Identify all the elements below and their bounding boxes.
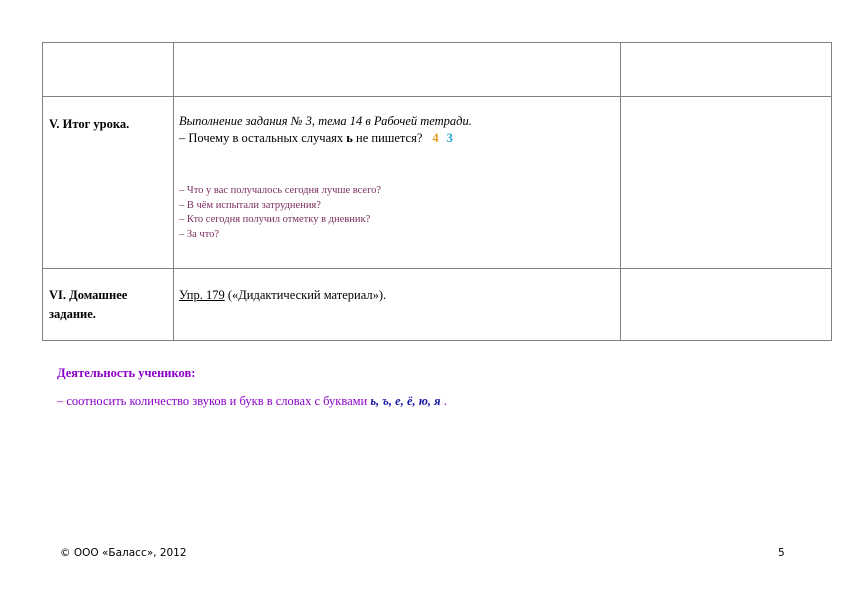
table-cell-stage <box>43 97 174 269</box>
table-cell-content <box>174 43 621 97</box>
activity-description: – соотносить количество звуков и букв в словах с буквами <box>57 394 371 408</box>
question-item: – В чём испытали затруднения? <box>179 199 321 211</box>
table-cell-notes <box>621 97 832 269</box>
question-item: – Кто сегодня получил отметку в дневник? <box>179 214 371 225</box>
task-instruction: Выполнение задания № 3, тема 14 в Рабочей тетради. <box>179 114 472 128</box>
table-cell-notes <box>621 43 832 97</box>
table-row <box>43 43 832 97</box>
stage-title: V. Итог урока. <box>49 117 130 131</box>
page-number: 5 <box>778 547 785 559</box>
mark-3: 3 <box>446 131 453 145</box>
question-letter: ь <box>346 131 353 145</box>
question-suffix: не пишется? <box>352 131 423 145</box>
reflection-questions <box>174 184 620 242</box>
homework-link[interactable]: Упр. 179 <box>179 288 225 302</box>
task-question <box>179 130 620 147</box>
homework-text <box>174 269 620 303</box>
table-row <box>43 97 832 269</box>
student-activity <box>57 366 447 409</box>
table-cell-notes <box>621 269 832 341</box>
table-row <box>43 269 832 341</box>
task-block <box>174 97 620 147</box>
activity-letters: ь, ъ, е, ё, ю, я <box>370 394 441 408</box>
question-item: – Что у вас получалось сегодня лучше всего? <box>179 185 382 196</box>
question-prefix: – Почему в остальных случаях <box>179 131 347 145</box>
activity-title: Деятельность учеников: <box>57 366 196 380</box>
table-cell-stage <box>43 43 174 97</box>
table-cell-content <box>174 269 621 341</box>
mark-4: 4 <box>432 131 439 145</box>
copyright-footer: © ООО «Баласс», 2012 <box>60 547 187 559</box>
lesson-table <box>42 42 832 341</box>
homework-rest: («Дидактический материал»). <box>224 288 387 302</box>
activity-end: . <box>440 394 447 408</box>
table-cell-content <box>174 97 621 269</box>
activity-text <box>57 394 447 409</box>
stage-title: VI. Домашнее задание. <box>49 288 128 321</box>
question-item: – За что? <box>179 228 220 240</box>
table-cell-stage <box>43 269 174 341</box>
